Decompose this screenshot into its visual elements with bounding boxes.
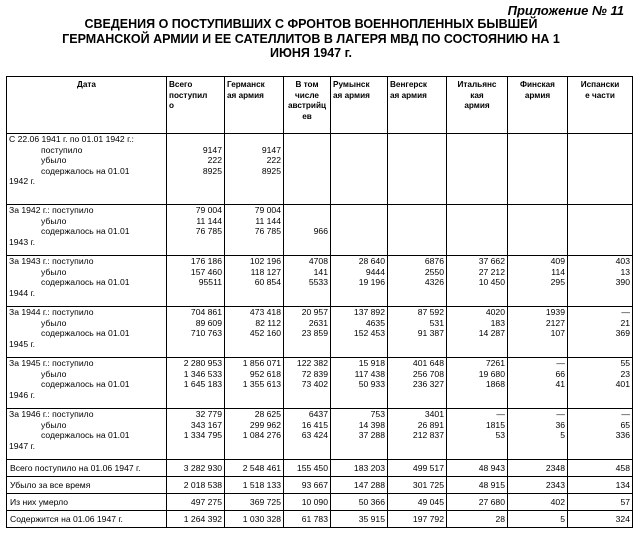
row-label: За 1943 г.: поступило убыло содержалось на 01.01 1944 г. — [7, 256, 167, 307]
cell-italian — [447, 205, 508, 256]
appendix-label: Приложение № 11 — [507, 3, 624, 18]
header-romanian: Румынск ая армия — [331, 77, 388, 134]
cell-hungarian: 6876 2550 4326 — [388, 256, 447, 307]
cell-italian: 37 662 27 212 10 450 — [447, 256, 508, 307]
total-cell: 93 667 — [284, 477, 331, 494]
total-label: Убыло за все время — [7, 477, 167, 494]
row-label: За 1945 г.: поступило убыло содержалось на 01.01 1946 г. — [7, 358, 167, 409]
cell-austrian: 4708 141 5533 — [284, 256, 331, 307]
total-label: Содержится на 01.06 1947 г. — [7, 511, 167, 528]
table-row — [7, 358, 633, 409]
total-cell: 1 518 133 — [225, 477, 284, 494]
total-cell: 48 943 — [447, 460, 508, 477]
total-cell: 197 792 — [388, 511, 447, 528]
table-row — [7, 205, 633, 256]
cell-spanish: 403 13 390 — [568, 256, 633, 307]
total-cell: 5 — [508, 511, 568, 528]
total-row — [7, 511, 633, 528]
header-row — [7, 77, 633, 134]
cell-spanish — [568, 205, 633, 256]
total-label: Из них умерло — [7, 494, 167, 511]
row-label: За 1942 г.: поступило убыло содержалось на 01.01 1943 г. — [7, 205, 167, 256]
cell-austrian — [284, 134, 331, 205]
cell-austrian: 20 957 2631 23 859 — [284, 307, 331, 358]
total-cell: 155 450 — [284, 460, 331, 477]
total-cell: 499 517 — [388, 460, 447, 477]
title-line: СВЕДЕНИЯ О ПОСТУПИВШИХ С ФРОНТОВ ВОЕННОПЛЕННЫХ БЫВШЕЙ — [84, 17, 538, 31]
table-row — [7, 307, 633, 358]
total-cell: 134 — [568, 477, 633, 494]
cell-german: 1 856 071 952 618 1 355 613 — [225, 358, 284, 409]
cell-italian — [447, 134, 508, 205]
total-cell: 2 548 461 — [225, 460, 284, 477]
cell-finnish — [508, 134, 568, 205]
total-cell: 369 725 — [225, 494, 284, 511]
cell-italian: 7261 19 680 1868 — [447, 358, 508, 409]
cell-italian: — 1815 53 — [447, 409, 508, 460]
cell-hungarian — [388, 134, 447, 205]
total-cell: 10 090 — [284, 494, 331, 511]
total-cell: 27 680 — [447, 494, 508, 511]
cell-german: 473 418 82 112 452 160 — [225, 307, 284, 358]
cell-finnish: — 36 5 — [508, 409, 568, 460]
cell-total: 704 861 89 609 710 763 — [167, 307, 225, 358]
header-finnish: Финская армия — [508, 77, 568, 134]
cell-german: 28 625 299 962 1 084 276 — [225, 409, 284, 460]
cell-romanian — [331, 205, 388, 256]
total-label: Всего поступило на 01.06 1947 г. — [7, 460, 167, 477]
total-cell: 61 783 — [284, 511, 331, 528]
total-cell: 1 264 392 — [167, 511, 225, 528]
cell-total: 2 280 953 1 346 533 1 645 183 — [167, 358, 225, 409]
header-total: Всего поступил о — [167, 77, 225, 134]
total-cell: 28 — [447, 511, 508, 528]
cell-romanian: 28 640 9444 19 196 — [331, 256, 388, 307]
cell-hungarian: 401 648 256 708 236 327 — [388, 358, 447, 409]
cell-spanish: — 21 369 — [568, 307, 633, 358]
cell-austrian: 6437 16 415 63 424 — [284, 409, 331, 460]
cell-total: 79 004 11 144 76 785 — [167, 205, 225, 256]
total-cell: 497 275 — [167, 494, 225, 511]
total-cell: 2348 — [508, 460, 568, 477]
cell-hungarian — [388, 205, 447, 256]
total-cell: 1 030 328 — [225, 511, 284, 528]
cell-finnish: — 66 41 — [508, 358, 568, 409]
cell-german: 79 004 11 144 76 785 — [225, 205, 284, 256]
cell-romanian — [331, 134, 388, 205]
total-cell: 147 288 — [331, 477, 388, 494]
cell-austrian: 966 — [284, 205, 331, 256]
cell-german: 9147 222 8925 — [225, 134, 284, 205]
cell-austrian: 122 382 72 839 73 402 — [284, 358, 331, 409]
total-cell: 49 045 — [388, 494, 447, 511]
cell-spanish — [568, 134, 633, 205]
total-cell: 57 — [568, 494, 633, 511]
cell-total: 32 779 343 167 1 334 795 — [167, 409, 225, 460]
total-cell: 2343 — [508, 477, 568, 494]
header-austrian: В том числе австрийц ев — [284, 77, 331, 134]
total-cell: 402 — [508, 494, 568, 511]
total-cell: 35 915 — [331, 511, 388, 528]
title-line: ГЕРМАНСКОЙ АРМИИ И ЕЕ САТЕЛЛИТОВ В ЛАГЕРЯ МВД ПО СОСТОЯНИЮ НА 1 — [62, 31, 560, 46]
row-label: За 1946 г.: поступило убыло содержалось на 01.01 1947 г. — [7, 409, 167, 460]
total-cell: 183 203 — [331, 460, 388, 477]
total-cell: 48 915 — [447, 477, 508, 494]
header-date: Дата — [7, 77, 167, 134]
total-cell: 324 — [568, 511, 633, 528]
cell-finnish — [508, 205, 568, 256]
cell-total: 176 186 157 460 95511 — [167, 256, 225, 307]
header-spanish: Испански е части — [568, 77, 633, 134]
cell-finnish: 1939 2127 107 — [508, 307, 568, 358]
total-cell: 3 282 930 — [167, 460, 225, 477]
header-hungarian: Венгерск ая армия — [388, 77, 447, 134]
total-cell: 301 725 — [388, 477, 447, 494]
cell-hungarian: 87 592 531 91 387 — [388, 307, 447, 358]
cell-romanian: 753 14 398 37 288 — [331, 409, 388, 460]
cell-spanish: 55 23 401 — [568, 358, 633, 409]
document-title — [6, 17, 616, 61]
total-row — [7, 477, 633, 494]
table-row — [7, 409, 633, 460]
cell-total: 9147 222 8925 — [167, 134, 225, 205]
header-italian: Итальянс кая армия — [447, 77, 508, 134]
cell-spanish: — 65 336 — [568, 409, 633, 460]
cell-romanian: 137 892 4635 152 453 — [331, 307, 388, 358]
pow-table — [6, 76, 633, 528]
cell-romanian: 15 918 117 438 50 933 — [331, 358, 388, 409]
total-row — [7, 494, 633, 511]
table-row — [7, 134, 633, 205]
cell-hungarian: 3401 26 891 212 837 — [388, 409, 447, 460]
row-label: За 1944 г.: поступило убыло содержалось на 01.01 1945 г. — [7, 307, 167, 358]
row-label: С 22.06 1941 г. по 01.01 1942 г.: поступило убыло содержалось на 01.01 1942 г. — [7, 134, 167, 205]
total-cell: 2 018 538 — [167, 477, 225, 494]
title-line: ИЮНЯ 1947 г. — [269, 46, 353, 60]
cell-italian: 4020 183 14 287 — [447, 307, 508, 358]
total-cell: 458 — [568, 460, 633, 477]
total-cell: 50 366 — [331, 494, 388, 511]
total-row — [7, 460, 633, 477]
header-german: Германск ая армия — [225, 77, 284, 134]
cell-finnish: 409 114 295 — [508, 256, 568, 307]
table-row — [7, 256, 633, 307]
cell-german: 102 196 118 127 60 854 — [225, 256, 284, 307]
